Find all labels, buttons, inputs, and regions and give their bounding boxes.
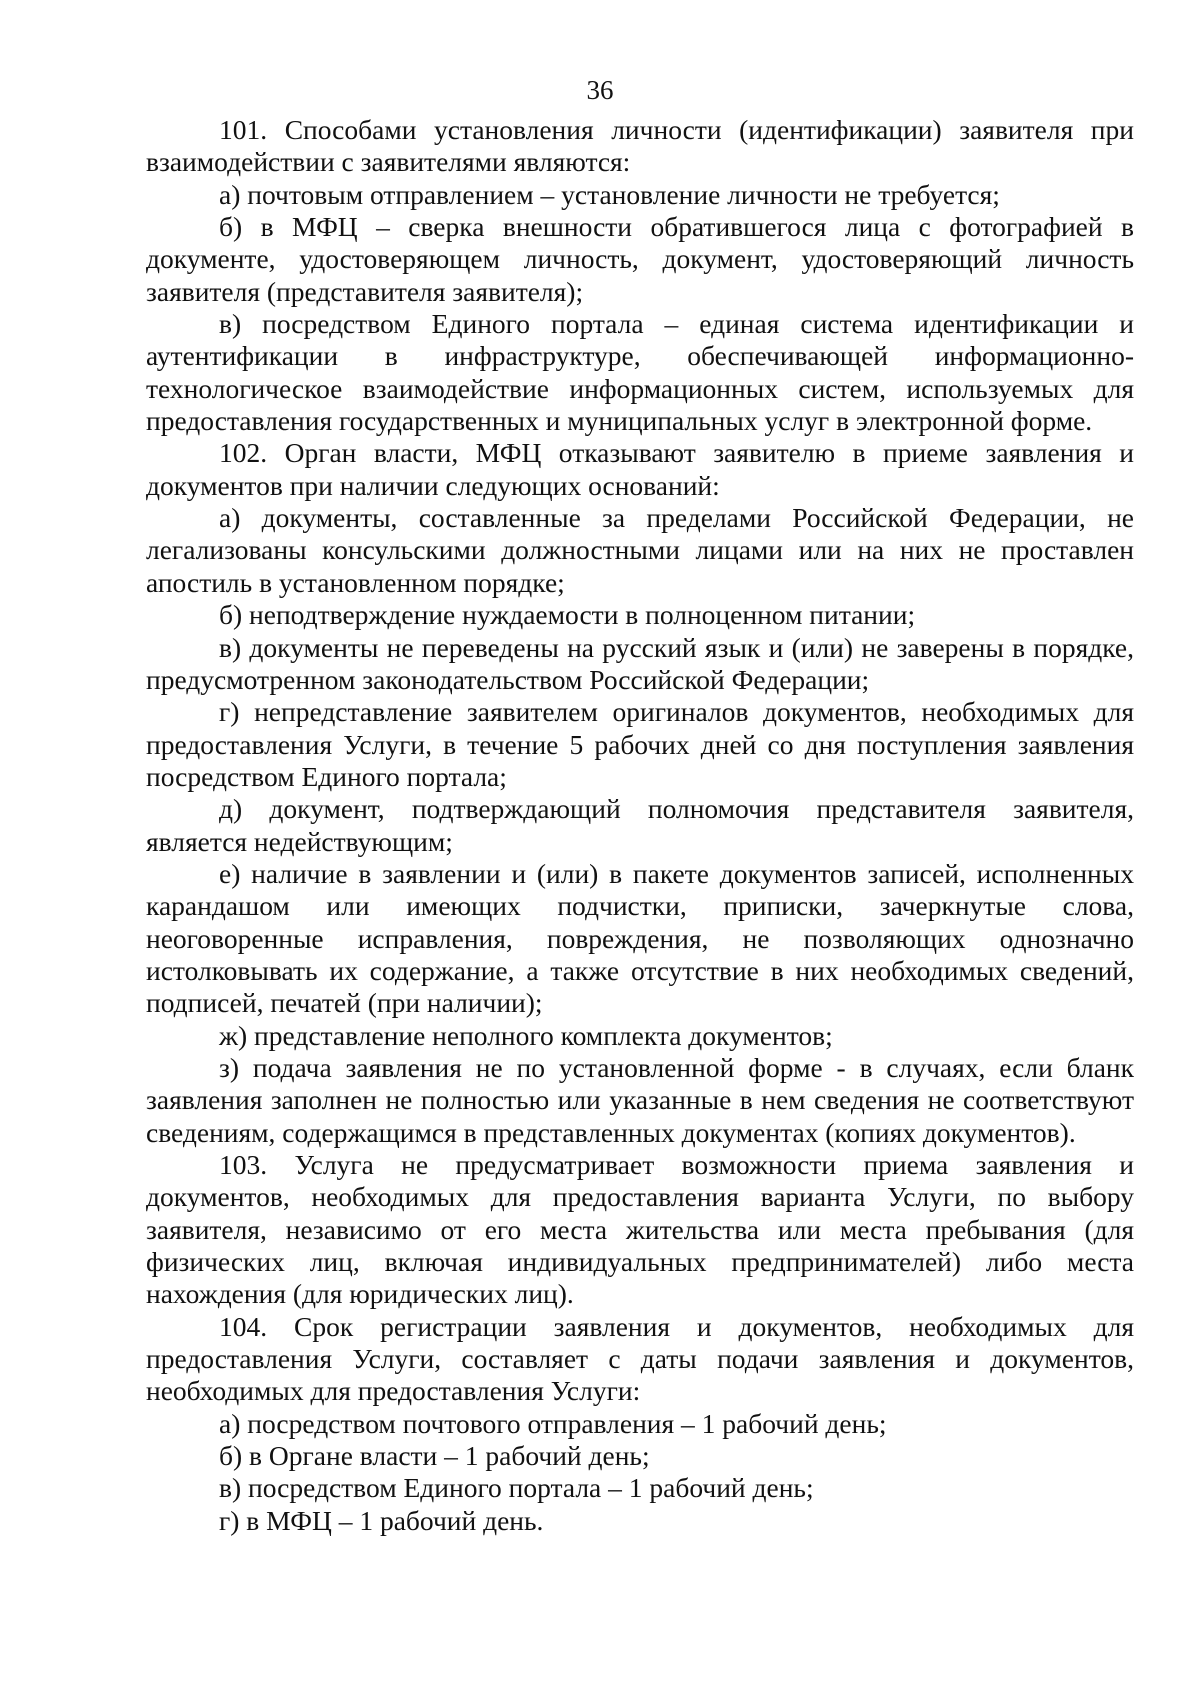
- document-body: [146, 114, 1134, 1537]
- paragraph-102-z: з) подача заявления не по установленной форме - в случаях, если бланк заявления заполнен не полностью или указанные в нем сведения не соответствуют сведениям, содержащимся в представленных документах (копиях документов).: [146, 1051, 1134, 1148]
- paragraph-103: 103. Услуга не предусматривает возможности приема заявления и документов, необходимых для предоставления варианта Услуги, по выбору заявителя, независимо от его места жительства или места пребывания (для физических лиц, включая индивидуальных предпринимателей) либо места нахождения (для юридических лиц).: [146, 1149, 1134, 1310]
- paragraph-102-zh: ж) представление неполного комплекта документов;: [219, 1019, 833, 1051]
- paragraph-102: 102. Орган власти, МФЦ отказывают заявителю в приеме заявления и документов при наличии следующих оснований:: [146, 437, 1134, 501]
- paragraph-102-b: б) неподтверждение нуждаемости в полноценном питании;: [219, 599, 916, 631]
- paragraph-102-v: в) документы не переведены на русский язык и (или) не заверены в порядке, предусмотренном законодательством Российской Федерации;: [146, 631, 1134, 695]
- paragraph-102-e: е) наличие в заявлении и (или) в пакете документов записей, исполненных карандашом или имеющих подчистки, приписки, зачеркнутые слова, неоговоренные исправления, повреждения, не позволяющих однозначно истолковывать их содержание, а также отсутствие в них необходимых сведений, подписей, печатей (при наличии);: [146, 857, 1134, 1019]
- paragraph-104-g: г) в МФЦ – 1 рабочий день.: [219, 1504, 544, 1536]
- paragraph-101-b: б) в МФЦ – сверка внешности обратившегося лица с фотографией в документе, удостоверяющем личность, документ, удостоверяющий личность заявителя (представителя заявителя);: [146, 211, 1134, 307]
- paragraph-104-v: в) посредством Единого портала – 1 рабочий день;: [219, 1472, 814, 1504]
- paragraph-102-a: а) документы, составленные за пределами Российской Федерации, не легализованы консульскими должностными лицами или на них не проставлен апостиль в установленном порядке;: [146, 502, 1134, 598]
- paragraph-102-d: д) документ, подтверждающий полномочия представителя заявителя, является недействующим;: [146, 793, 1134, 857]
- paragraph-102-g: г) непредставление заявителем оригиналов документов, необходимых для предоставления Услуги, в течение 5 рабочих дней со дня поступления заявления посредством Единого портала;: [146, 696, 1134, 792]
- paragraph-101-v: в) посредством Единого портала – единая система идентификации и аутентификации в инфраструктуре, обеспечивающей информационно-технологическое взаимодействие информационных систем, используемых для предоставления государственных и муниципальных услуг в электронной форме.: [146, 308, 1134, 437]
- paragraph-104-a: а) посредством почтового отправления – 1 рабочий день;: [219, 1407, 887, 1439]
- paragraph-101-a: а) почтовым отправлением – установление личности не требуется;: [219, 178, 1000, 210]
- page-number: 36: [586, 75, 614, 105]
- paragraph-101: 101. Способами установления личности (идентификации) заявителя при взаимодействии с заявителями являются:: [146, 114, 1134, 178]
- paragraph-104: 104. Срок регистрации заявления и документов, необходимых для предоставления Услуги, составляет с даты подачи заявления и документов, необходимых для предоставления Услуги:: [146, 1310, 1134, 1407]
- paragraph-104-b: б) в Органе власти – 1 рабочий день;: [219, 1440, 650, 1472]
